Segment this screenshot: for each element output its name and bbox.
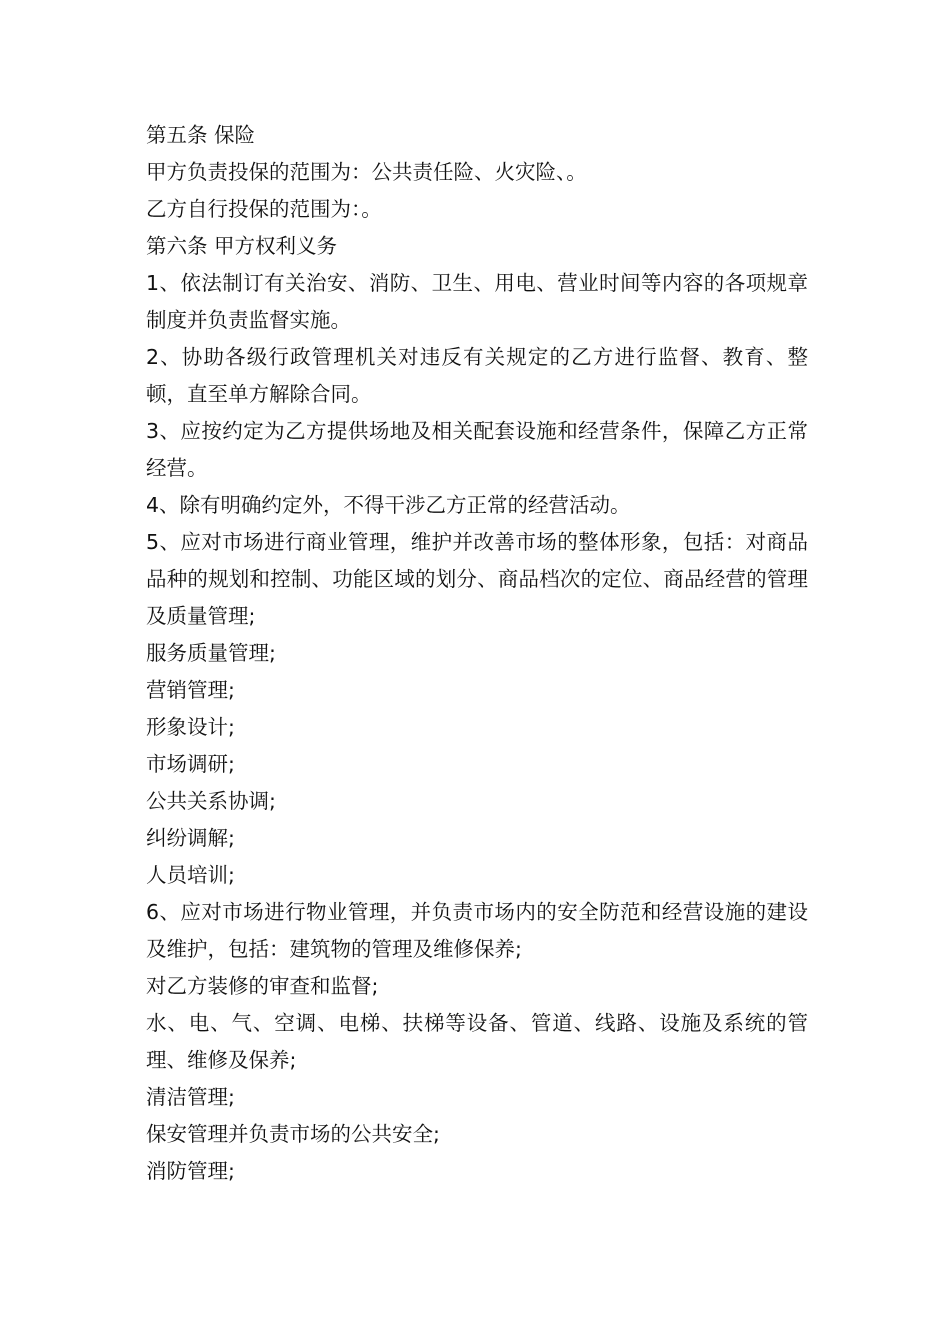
list-item-clause-2: 2、协助各级行政管理机关对违反有关规定的乙方进行监督、教育、整顿，直至单方解除合同。 xyxy=(146,345,808,406)
list-item: 纠纷调解; xyxy=(146,826,235,850)
list-item: 公共关系协调; xyxy=(146,789,276,813)
list-item-clause-5: 5、应对市场进行商业管理，维护并改善市场的整体形象，包括：对商品品种的规划和控制、功能区域的划分、商品档次的定位、商品经营的管理及质量管理; xyxy=(146,530,808,628)
paragraph-party-b-insurance-scope: 乙方自行投保的范围为：。 xyxy=(146,197,382,221)
list-item-clause-6: 6、应对市场进行物业管理，并负责市场内的安全防范和经营设施的建设及维护，包括：建筑物的管理及维修保养; xyxy=(146,900,808,961)
list-item: 保安管理并负责市场的公共安全; xyxy=(146,1122,440,1146)
list-item-clause-1: 1、依法制订有关治安、消防、卫生、用电、营业时间等内容的各项规章制度并负责监督实施。 xyxy=(146,271,808,332)
list-item: 对乙方装修的审查和监督; xyxy=(146,974,379,998)
list-item: 形象设计; xyxy=(146,715,235,739)
list-item: 人员培训; xyxy=(146,863,235,887)
list-item: 清洁管理; xyxy=(146,1085,235,1109)
section-heading-party-a-rights: 第六条 甲方权利义务 xyxy=(146,234,338,258)
list-item: 服务质量管理; xyxy=(146,641,276,665)
list-item: 水、电、气、空调、电梯、扶梯等设备、管道、线路、设施及系统的管理、维修及保养; xyxy=(146,1011,808,1072)
list-item: 消防管理; xyxy=(146,1159,235,1183)
paragraph-party-a-insurance-scope: 甲方负责投保的范围为：公共责任险、火灾险、。 xyxy=(146,160,587,184)
list-item-clause-3: 3、应按约定为乙方提供场地及相关配套设施和经营条件，保障乙方正常经营。 xyxy=(146,419,808,480)
list-item: 市场调研; xyxy=(146,752,235,776)
section-heading-insurance: 第五条 保险 xyxy=(146,123,256,147)
document-page xyxy=(146,117,808,1190)
list-item-clause-4: 4、除有明确约定外，不得干涉乙方正常的经营活动。 xyxy=(146,493,631,517)
list-item: 营销管理; xyxy=(146,678,235,702)
